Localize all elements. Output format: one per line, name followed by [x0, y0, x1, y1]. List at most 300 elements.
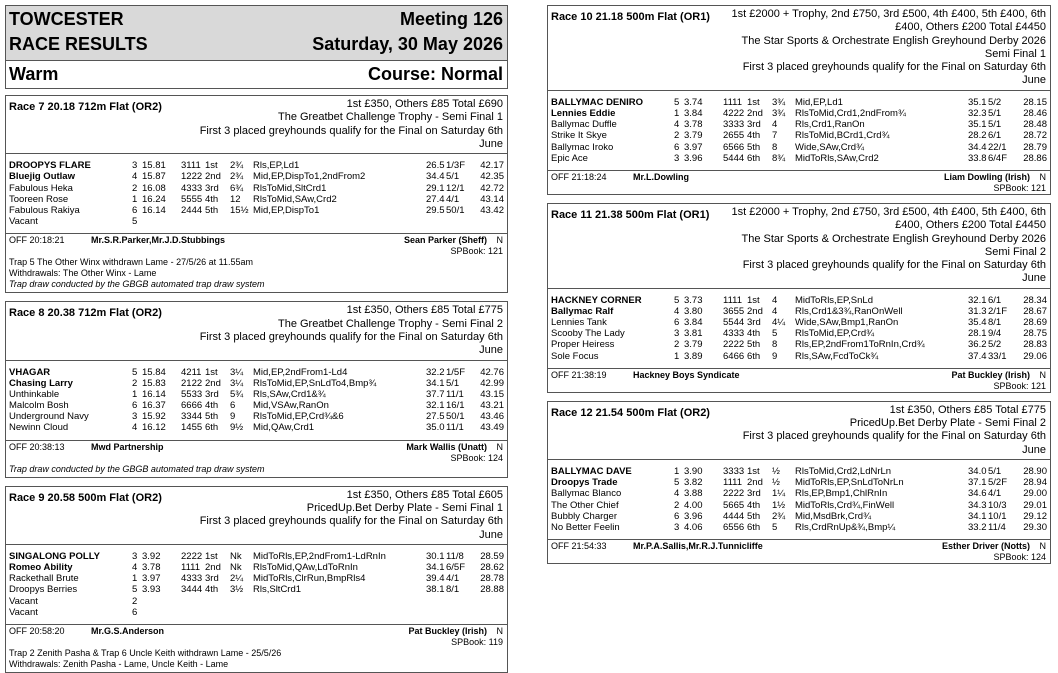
starting-price: 5/1 — [988, 107, 1002, 119]
bend-positions: 4333 — [181, 182, 203, 194]
remarks: MidToRls,EP,2ndFrom1-LdRnIn — [253, 550, 386, 562]
remarks: RlsToMid,EP,Crd¾ — [795, 328, 875, 340]
runner-name: VHAGAR — [9, 366, 51, 378]
footer-row — [548, 540, 1050, 552]
runner-row — [6, 367, 507, 378]
bend-positions: 1111 — [181, 562, 201, 573]
race-info-line: First 3 placed greyhounds qualify for the Final on Saturday 6th June — [742, 61, 1046, 87]
weight: 34.6 — [968, 488, 987, 500]
trap: 4 — [674, 305, 680, 317]
race-header — [6, 96, 507, 154]
starting-price: 11/4 — [988, 521, 1006, 533]
runner-row — [548, 317, 1050, 328]
race-header — [548, 6, 1050, 91]
sectional-time: 16.14 — [142, 388, 166, 400]
weight: 36.2 — [968, 339, 987, 351]
calc-time: 43.49 — [480, 422, 504, 434]
trap: 3 — [132, 411, 138, 423]
trap: 5 — [132, 366, 138, 378]
runner-name: SINGALONG POLLY — [9, 550, 100, 562]
remarks: Mid,VSAw,RanOn — [253, 400, 329, 412]
remarks: RlsToMid,SltCrd1 — [253, 182, 327, 194]
bend-positions: 2222 — [181, 550, 203, 562]
owner: Liam Dowling (Irish) — [943, 171, 1030, 182]
weight: 31.3 — [968, 305, 987, 317]
runner-row — [548, 466, 1050, 477]
starting-price: 16/1 — [446, 400, 465, 412]
runner-name: Ballymac Ralf — [551, 305, 614, 317]
sp-book: SPBook: 119 — [451, 636, 503, 647]
runner-row — [6, 389, 507, 400]
track-name: TOWCESTER — [9, 9, 124, 29]
starting-price: 4/1 — [446, 573, 460, 585]
runner-row — [6, 378, 507, 389]
distance: 3¾ — [772, 96, 786, 108]
weather: Warm — [9, 64, 59, 84]
finish-position: 2nd — [747, 107, 763, 119]
race-title: Race 12 21.54 500m Flat (OR2) — [551, 406, 710, 419]
runner-name: BALLYMAC DAVE — [551, 466, 632, 477]
calc-time: 43.42 — [480, 204, 504, 216]
race-info-line: First 3 placed greyhounds qualify for the Final on Saturday 6th June — [199, 515, 503, 541]
runner-name: Underground Navy — [9, 411, 89, 423]
trap: 1 — [132, 573, 138, 585]
starting-price: 5/1 — [446, 171, 460, 183]
sectional-time: 3.82 — [684, 477, 703, 489]
weight: 34.0 — [968, 466, 987, 477]
remarks: Mid,EP,DispTo1 — [253, 204, 320, 216]
remarks: MidToRls,EP,SnLdToNrLn — [795, 477, 904, 489]
race-header — [548, 204, 1050, 289]
runner-name: Rackethall Brute — [9, 573, 79, 585]
trap: 3 — [132, 550, 138, 562]
distance: ½ — [772, 466, 780, 477]
race-info-line: 1st £350, Others £85 Total £605 — [346, 488, 503, 501]
trainer: Mr.S.R.Parker,Mr.J.D.Stubbings — [91, 235, 226, 246]
runners-table — [6, 367, 507, 434]
footer-row — [548, 171, 1050, 183]
runner-name: Ballymac Duffle — [551, 119, 617, 131]
race-info-line: PricedUp.Bet Derby Plate - Semi Final 2 — [849, 417, 1046, 430]
race-footer — [548, 170, 1050, 194]
sectional-time: 15.92 — [142, 411, 166, 423]
bend-positions: 1111 — [723, 477, 743, 489]
off-time: OFF 20:18:21 — [9, 235, 65, 246]
trap: 3 — [674, 328, 680, 340]
sp-book: SPBook: 124 — [450, 452, 503, 463]
runner-row — [548, 153, 1050, 164]
bend-positions: 1222 — [181, 171, 203, 183]
remarks: RlsToMid,SAw,Crd2 — [253, 193, 337, 205]
calc-time: 43.15 — [480, 388, 504, 400]
weight: 32.1 — [426, 400, 445, 412]
sp-book: SPBook: 121 — [993, 182, 1046, 193]
bend-positions: 5665 — [723, 499, 745, 511]
distance: 12 — [230, 193, 241, 205]
runner-row — [548, 351, 1050, 362]
bend-positions: 2655 — [723, 130, 745, 142]
race-info-line: 1st £350, Others £85 Total £690 — [346, 98, 503, 110]
starting-price: 8/1 — [446, 584, 460, 596]
weight: 35.1 — [968, 96, 987, 108]
runner-row — [548, 142, 1050, 153]
remarks: RlsToMid,QAw,LdToRnIn — [253, 562, 358, 573]
distance: 15½ — [230, 204, 249, 216]
distance: Nk — [230, 562, 242, 573]
runner-name: Strike It Skye — [551, 130, 607, 142]
starting-price: 12/1 — [446, 182, 465, 194]
race-11-card — [547, 203, 1051, 393]
runner-row — [6, 562, 507, 573]
runner-name: Bluejig Outlaw — [9, 171, 75, 183]
starting-price: 11/8 — [446, 550, 464, 562]
bend-positions: 4222 — [723, 107, 745, 119]
weight: 37.1 — [968, 477, 987, 489]
sp-book: SPBook: 124 — [993, 552, 1046, 563]
trap: 4 — [674, 119, 680, 131]
n-flag: N — [496, 235, 503, 246]
sectional-time: 3.97 — [684, 141, 703, 153]
bend-positions: 6556 — [723, 521, 745, 533]
runner-row — [6, 607, 507, 618]
remarks: Rls,SAw,FcdToCk¾ — [795, 350, 879, 362]
distance: 5¾ — [230, 388, 244, 400]
starting-price: 6/5F — [446, 562, 466, 573]
runner-name: Droopys Berries — [9, 584, 78, 596]
calc-time: 42.17 — [480, 160, 504, 172]
runner-name: Vacant — [9, 606, 38, 618]
starting-price: 5/1 — [988, 119, 1002, 131]
remarks: Mid,EP,Ld1 — [795, 96, 843, 108]
weight: 33.2 — [968, 521, 987, 533]
distance: 7 — [772, 130, 778, 142]
sp-book: SPBook: 121 — [993, 380, 1046, 391]
remarks: Wide,SAw,Bmp1,RanOn — [795, 317, 899, 329]
race-notes — [6, 464, 507, 477]
bend-positions: 3333 — [723, 119, 745, 131]
trap: 6 — [674, 510, 680, 522]
off-time: OFF 20:58:20 — [9, 625, 65, 636]
runner-name: Ballymac Blanco — [551, 488, 622, 500]
bend-positions: 2222 — [723, 339, 745, 351]
finish-position: 2nd — [205, 171, 221, 183]
weight: 27.5 — [426, 411, 445, 423]
race-footer — [6, 624, 507, 672]
off-time: OFF 21:18:24 — [551, 171, 607, 182]
calc-time: 28.75 — [1023, 328, 1047, 340]
left-column — [5, 5, 508, 673]
sectional-time: 3.96 — [684, 152, 703, 164]
runner-name: Fabulous Heka — [9, 182, 73, 194]
weight: 28.1 — [968, 328, 987, 340]
runner-row — [6, 596, 507, 607]
race-info-line: First 3 placed greyhounds qualify for the Final on Saturday 6th June — [742, 430, 1046, 456]
calc-time: 28.90 — [1023, 466, 1047, 477]
starting-price: 6/1 — [988, 130, 1002, 142]
runner-name: Newinn Cloud — [9, 422, 69, 434]
race-info-line: First 3 placed greyhounds qualify for the Final on Saturday 6th June — [199, 124, 503, 150]
sectional-time: 16.08 — [142, 182, 166, 194]
sectional-time: 3.74 — [684, 96, 703, 108]
runner-name: Romeo Ability — [9, 562, 73, 573]
race-header — [6, 302, 507, 360]
bend-positions: 6466 — [723, 350, 745, 362]
runners-table — [6, 551, 507, 618]
page-header — [5, 5, 508, 61]
sectional-time: 15.87 — [142, 171, 166, 183]
finish-position: 3rd — [747, 119, 761, 131]
weight: 33.8 — [968, 152, 987, 164]
finish-position: 3rd — [747, 317, 761, 329]
runner-name: The Other Chief — [551, 499, 619, 511]
weight: 39.4 — [426, 573, 445, 585]
trap: 2 — [674, 499, 680, 511]
race-10-card — [547, 5, 1051, 195]
distance: 8¾ — [772, 152, 786, 164]
finish-position: 4th — [747, 328, 761, 340]
runner-name: Proper Heiress — [551, 339, 615, 351]
race-title: Race 9 20.58 500m Flat (OR2) — [9, 491, 162, 504]
runner-name: Chasing Larry — [9, 377, 73, 389]
race-7-card — [5, 95, 508, 293]
sp-book: SPBook: 121 — [450, 246, 503, 257]
distance: ½ — [772, 477, 780, 489]
finish-position: 1st — [747, 294, 760, 306]
race-notes — [6, 257, 507, 292]
runner-name: No Better Feelin — [551, 521, 620, 533]
remarks: Rls,Crd1&3¾,RanOnWell — [795, 305, 903, 317]
race-12-card — [547, 401, 1051, 564]
runner-row — [6, 400, 507, 411]
page-title: RACE RESULTS — [9, 34, 148, 54]
finish-position: 1st — [205, 550, 218, 562]
n-flag: N — [496, 441, 503, 452]
runner-row — [6, 183, 507, 194]
sectional-time: 3.81 — [684, 328, 703, 340]
distance: 6¾ — [230, 182, 244, 194]
trap: 1 — [132, 193, 138, 205]
runner-name: Epic Ace — [551, 152, 588, 164]
distance: 4 — [772, 294, 778, 306]
calc-time: 28.83 — [1023, 339, 1047, 351]
calc-time: 28.46 — [1023, 107, 1047, 119]
trainer: Mwd Partnership — [91, 441, 164, 452]
calc-time: 29.06 — [1023, 350, 1047, 362]
race-9-card — [5, 486, 508, 673]
calc-time: 28.69 — [1023, 317, 1047, 329]
meeting-number: Meeting 126 — [399, 9, 503, 29]
runner-row — [6, 551, 507, 562]
weight: 27.4 — [426, 193, 445, 205]
sectional-time: 3.80 — [684, 305, 703, 317]
distance: 2¾ — [230, 160, 244, 172]
distance: 4 — [772, 305, 778, 317]
runner-row — [548, 488, 1050, 499]
distance: 6 — [230, 400, 236, 412]
finish-position: 6th — [747, 152, 761, 164]
owner: Pat Buckley (Irish) — [951, 369, 1030, 380]
finish-position: 1st — [747, 96, 760, 108]
runner-row — [548, 119, 1050, 130]
calc-time: 43.21 — [480, 400, 504, 412]
course-condition: Course: Normal — [367, 64, 503, 84]
runner-row — [548, 295, 1050, 306]
distance: 5 — [772, 521, 778, 533]
remarks: Mid,EP,DispTo1,2ndFrom2 — [253, 171, 366, 183]
race-title: Race 8 20.38 712m Flat (OR2) — [9, 307, 162, 320]
sectional-time: 15.84 — [142, 366, 166, 378]
off-time: OFF 21:38:19 — [551, 369, 607, 380]
trap: 1 — [132, 388, 138, 400]
distance: 5 — [772, 328, 778, 340]
weight: 34.4 — [426, 171, 445, 183]
trap: 1 — [674, 466, 680, 477]
finish-position: 5th — [747, 510, 761, 522]
race-footer — [548, 368, 1050, 392]
starting-price: 4/1 — [446, 193, 460, 205]
race-title: Race 7 20.18 712m Flat (OR2) — [9, 101, 162, 113]
runner-name: Vacant — [9, 595, 38, 607]
starting-price: 1/5F — [446, 366, 466, 378]
weight: 29.5 — [426, 204, 445, 216]
distance: 4 — [772, 119, 778, 131]
race-info-line: The Greatbet Challenge Trophy - Semi Final 2 — [277, 317, 503, 330]
sectional-time: 3.73 — [684, 294, 703, 306]
runner-name: Sole Focus — [551, 350, 599, 362]
remarks: Wide,SAw,Crd¾ — [795, 141, 864, 153]
trap: 4 — [132, 562, 138, 573]
footer-row — [6, 625, 507, 637]
bend-positions: 2444 — [181, 204, 203, 216]
finish-position: 4th — [205, 400, 219, 412]
weight: 34.4 — [968, 141, 987, 153]
calc-time: 42.76 — [480, 366, 504, 378]
starting-price: 50/1 — [446, 411, 465, 423]
runner-name: Scooby The Lady — [551, 328, 625, 340]
race-8-card — [5, 301, 508, 477]
race-info-line: 1st £2000 + Trophy, 2nd £750, 3rd £500, 4th £400, 5th £400, 6th £400, Others £200 Total £4450 — [731, 205, 1046, 232]
trap: 4 — [132, 171, 138, 183]
race-header — [6, 487, 507, 545]
finish-position: 4th — [747, 499, 761, 511]
sectional-time: 3.96 — [684, 510, 703, 522]
calc-time: 28.88 — [480, 584, 504, 596]
sectional-time: 4.00 — [684, 499, 703, 511]
remarks: Rls,Crd1,RanOn — [795, 119, 865, 131]
distance: 3¼ — [230, 377, 244, 389]
runner-row — [548, 108, 1050, 119]
runner-row — [6, 573, 507, 584]
trap: 2 — [674, 130, 680, 142]
starting-price: 5/1 — [446, 377, 460, 389]
distance: 3¼ — [230, 366, 244, 378]
n-flag: N — [1039, 369, 1046, 380]
remarks: Mid,EP,2ndFrom1-Ld4 — [253, 366, 348, 378]
runner-name: Vacant — [9, 216, 38, 228]
weight: 37.4 — [968, 350, 987, 362]
owner: Sean Parker (Sheff) — [403, 235, 487, 246]
calc-time: 28.72 — [1023, 130, 1047, 142]
sectional-time: 3.79 — [684, 130, 703, 142]
starting-price: 10/3 — [988, 499, 1007, 511]
starting-price: 11/1 — [446, 388, 464, 400]
runner-name: Unthinkable — [9, 388, 60, 400]
bend-positions: 5533 — [181, 388, 203, 400]
sectional-time: 3.79 — [684, 339, 703, 351]
bend-positions: 5544 — [723, 317, 745, 329]
remarks: Rls,SAw,Crd1&¾ — [253, 388, 326, 400]
bend-positions: 3444 — [181, 584, 203, 596]
distance: 3½ — [230, 584, 244, 596]
sectional-time: 16.24 — [142, 193, 166, 205]
runner-name: Lennies Eddie — [551, 107, 616, 119]
finish-position: 3rd — [747, 488, 761, 500]
runners-table — [6, 160, 507, 227]
finish-position: 2nd — [747, 305, 763, 317]
sectional-time: 15.83 — [142, 377, 166, 389]
starting-price: 5/1 — [988, 466, 1002, 477]
sectional-time: 3.84 — [684, 317, 703, 329]
race-info-line: The Star Sports & Orchestrate English Greyhound Derby 2026 Semi Final 1 — [741, 34, 1046, 60]
finish-position: 2nd — [747, 477, 763, 489]
race-info-line: 1st £350, Others £85 Total £775 — [889, 403, 1046, 416]
remarks: MidToRls,Crd¾,FinWell — [795, 499, 895, 511]
distance: 4¼ — [772, 317, 786, 329]
weight: 34.1 — [426, 562, 445, 573]
race-notes — [6, 648, 507, 672]
finish-position: 5th — [205, 411, 219, 423]
calc-time: 28.15 — [1023, 96, 1047, 108]
bend-positions: 4211 — [181, 366, 202, 378]
runner-row — [6, 194, 507, 205]
sectional-time: 3.89 — [684, 350, 703, 362]
runner-row — [6, 422, 507, 433]
distance: Nk — [230, 550, 242, 562]
sectional-time: 3.92 — [142, 550, 161, 562]
owner: Pat Buckley (Irish) — [408, 625, 487, 636]
race-info-line: First 3 placed greyhounds qualify for the Final on Saturday 6th June — [742, 259, 1046, 285]
finish-position: 4th — [205, 193, 219, 205]
calc-time: 28.94 — [1023, 477, 1047, 489]
trainer: Hackney Boys Syndicate — [633, 369, 740, 380]
runner-name: Tooreen Rose — [9, 193, 69, 205]
sectional-time: 3.78 — [142, 562, 161, 573]
off-time: OFF 21:54:33 — [551, 541, 607, 552]
starting-price: 5/2 — [988, 339, 1002, 351]
calc-time: 28.59 — [480, 550, 504, 562]
remarks: RlsToMid,EP,SnLdTo4,Bmp¾ — [253, 377, 377, 389]
starting-price: 6/4F — [988, 152, 1008, 164]
finish-position: 1st — [205, 366, 218, 378]
race-info-line: 1st £350, Others £85 Total £775 — [346, 304, 503, 317]
weight: 37.7 — [426, 388, 445, 400]
calc-time: 29.00 — [1023, 488, 1047, 500]
bend-positions: 3111 — [181, 160, 201, 172]
bend-positions: 6566 — [723, 141, 745, 153]
calc-time: 28.48 — [1023, 119, 1047, 131]
sectional-time: 16.14 — [142, 204, 166, 216]
race-info-line: 1st £2000 + Trophy, 2nd £750, 3rd £500, 4th £400, 5th £400, 6th £400, Others £200 Total £4450 — [731, 8, 1046, 34]
trainer: Mr.L.Dowling — [633, 171, 689, 182]
runner-name: Ballymac Iroko — [551, 141, 614, 153]
starting-price: 33/1 — [988, 350, 1007, 362]
bend-positions: 1455 — [181, 422, 203, 434]
runner-row — [548, 328, 1050, 339]
bend-positions: 4333 — [181, 573, 203, 585]
distance: 9 — [230, 411, 236, 423]
weight: 30.1 — [426, 550, 445, 562]
remarks: RlsToMid,BCrd1,Crd¾ — [795, 130, 890, 142]
